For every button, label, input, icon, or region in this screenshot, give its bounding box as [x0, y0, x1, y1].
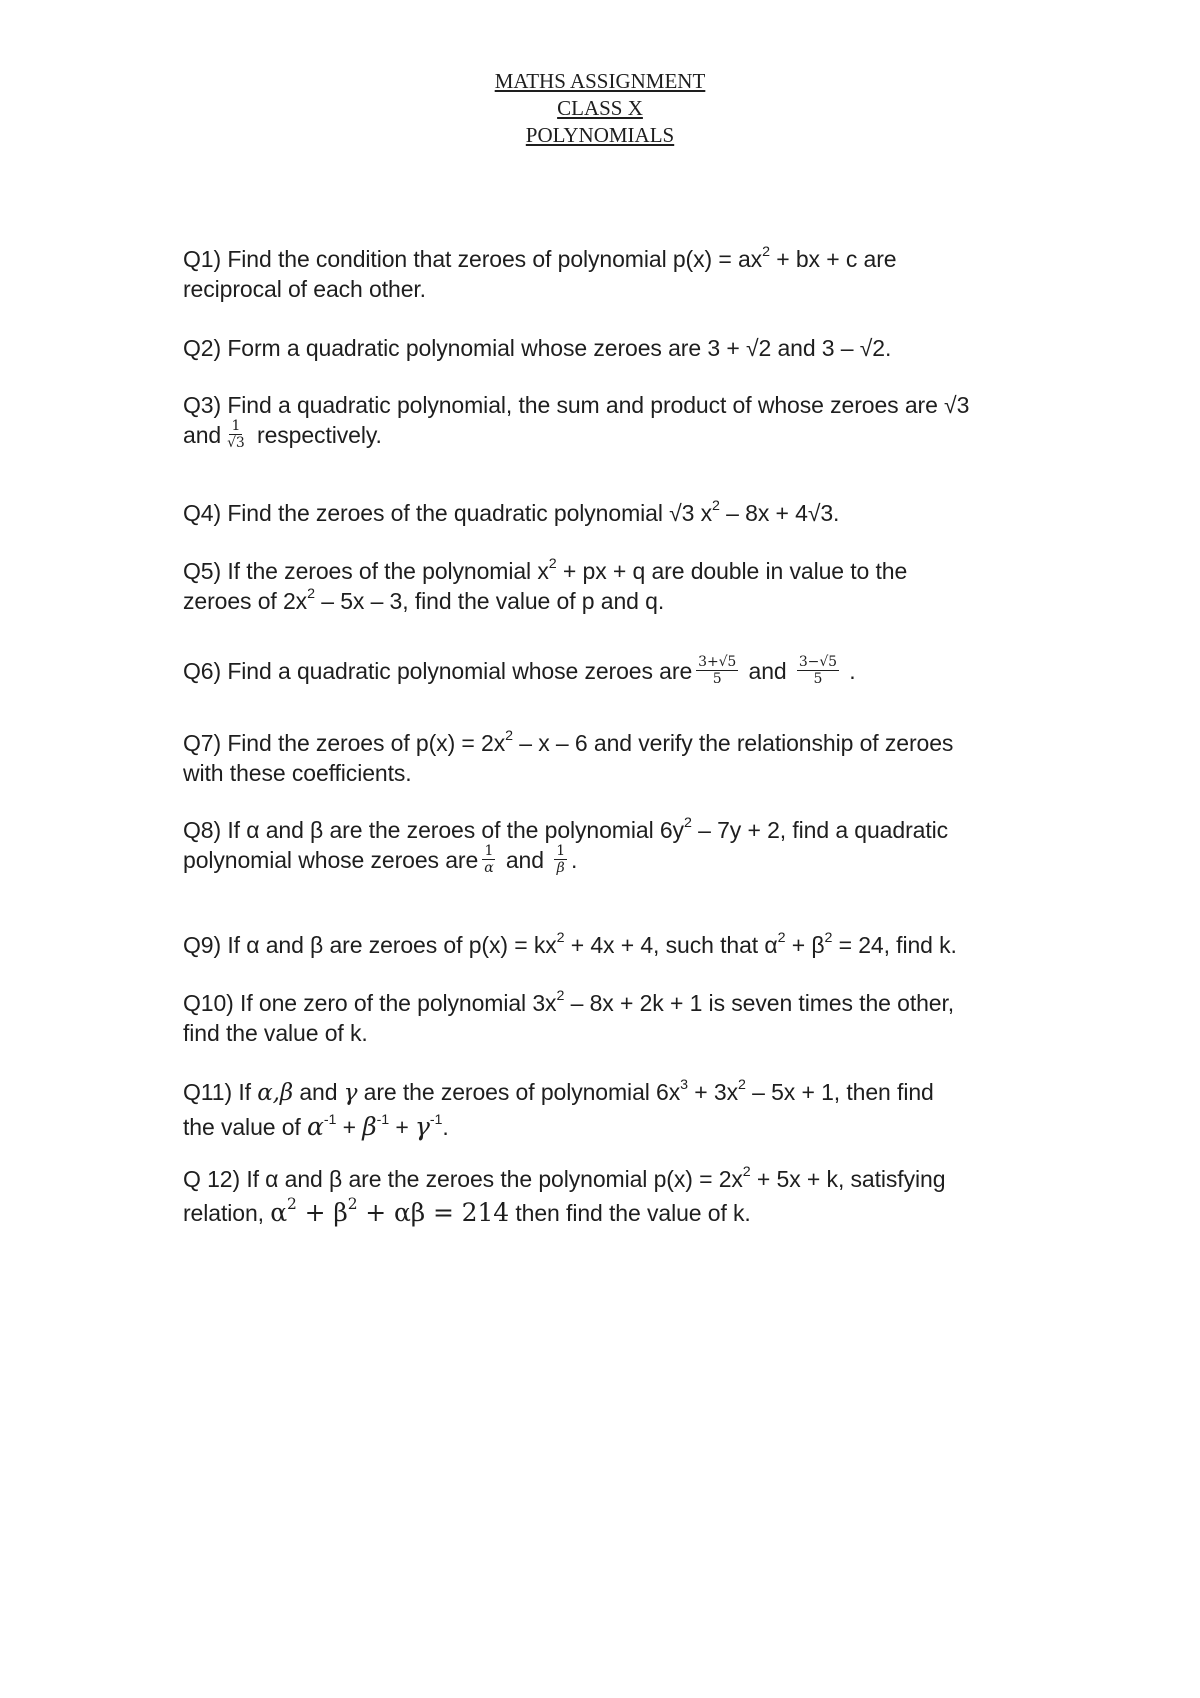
question-6: Q6) Find a quadratic polynomial whose zeroes are $\frac{3+√5}{5}$ and $\frac{3-√5}{5}$ . — [183, 654, 856, 688]
fraction-one-over-beta: $\frac{1}{\beta}$ — [556, 843, 566, 877]
question-3: Q3) Find a quadratic polynomial, the sum and product of whose zeroes are √3 and $\frac{1}{√3}$ respectively. — [183, 392, 970, 452]
fraction-one-over-root-three: $\frac{1}{√3}$ — [227, 418, 245, 452]
question-2: Q2) Form a quadratic polynomial whose zeroes are 3 + √2 and 3 – √2. — [183, 335, 892, 361]
question-4: Q4) Find the zeroes of the quadratic polynomial √3 $x^2 - 8x + 4√3$. — [183, 498, 840, 526]
fraction-three-minus-root-five: $\frac{3-√5}{5}$ — [798, 654, 837, 688]
question-10: Q10) If one zero of the polynomial $3x^2 - 8x + 2k + 1$ is seven times the other, find the value of k. — [183, 988, 955, 1046]
title-class: CLASS X — [557, 96, 643, 120]
question-5: Q5) If the zeroes of the polynomial $x^2$ + px + q are double in value to the zeroes of $2x^2 - 5x - 3$, find the value of p and q. — [183, 556, 908, 614]
question-1: Q1) Find the condition that zeroes of polynomial $p(x) = ax^2$ + bx + c are reciprocal of each other. — [183, 244, 897, 302]
relation-expression: $\alpha^2 + \beta^2 + \alpha\beta = 214$ — [270, 1195, 510, 1227]
question-9: Q9) If α and β are zeroes of $p(x) = kx^2 + 4x + 4$, such that $\alpha^2 + \beta^2 = 24$, find k. — [183, 930, 957, 958]
question-11: Q11) If α,β and γ are the zeroes of polynomial $6x^3 + 3x^2 - 5x + 1$, then find the value of $\alpha^{-1} + \beta^{-1} + \gamma^{-1}$. — [183, 1077, 934, 1141]
fraction-three-plus-root-five: $\frac{3+√5}{5}$ — [698, 654, 737, 688]
question-8: Q8) If α and β are the zeroes of the polynomial $6y^2 - 7y + 2$, find a quadratic polynomial whose zeroes are $\frac{1}{\alpha}$ and $\frac{1}{\beta}$ . — [183, 815, 949, 877]
question-7: Q7) Find the zeroes of $p(x) = 2x^2 - x - 6$ and verify the relationship of zeroes with these coefficients. — [183, 728, 954, 786]
title-topic: POLYNOMIALS — [525, 123, 675, 147]
question-12: Q 12) If α and β are the zeroes the polynomial $p(x) = 2x^2 + 5x + k$, satisfying relation, $\alpha^2 + \beta^2 + \alpha\beta = 214$ then find the value of k. — [183, 1164, 946, 1227]
title-maths-assignment: MATHS ASSIGNMENT — [494, 69, 706, 93]
fraction-one-over-alpha: $\frac{1}{\alpha}$ — [484, 843, 494, 877]
